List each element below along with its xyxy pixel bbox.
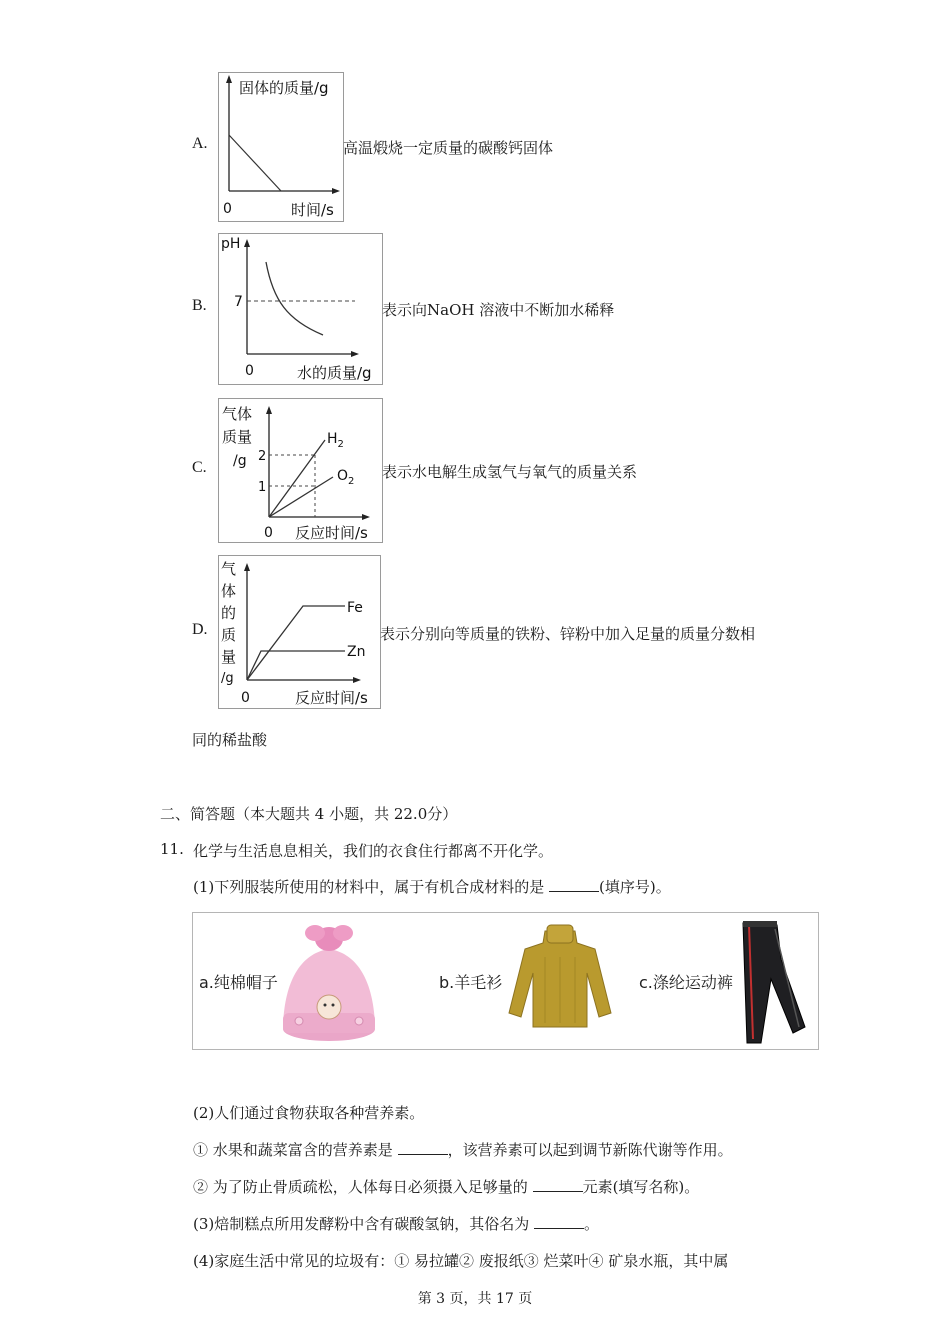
- zn-line: [247, 651, 345, 680]
- graph-y-label-char: 量: [221, 648, 237, 666]
- answer-blank[interactable]: [534, 1214, 584, 1229]
- graph-y-label-2: 质量: [222, 428, 253, 446]
- graph-tick-2: 2: [258, 449, 267, 464]
- option-c-text: 表示水电解生成氢气与氧气的质量关系: [382, 463, 638, 481]
- graph-y-label: 固体的质量/g: [239, 79, 329, 97]
- option-d-text: 表示分别向等质量的铁粉、锌粉中加入足量的质量分数相: [380, 625, 756, 643]
- option-a-text: 高温煅烧一定质量的碳酸钙固体: [343, 139, 554, 157]
- option-d-text-continued: 同的稀盐酸: [192, 731, 268, 749]
- subquestion-2-1-text: ① 水果和蔬菜富含的营养素是: [193, 1141, 393, 1159]
- option-d-graph: [218, 555, 381, 709]
- subquestion-3-suffix: 。: [584, 1215, 600, 1233]
- subquestion-2-2-text: ② 为了防止骨质疏松，人体每日必须摄入足够量的: [193, 1178, 528, 1196]
- graph-y-label-char: 气: [221, 560, 237, 578]
- graph-origin: 0: [223, 201, 232, 217]
- graph-tick-1: 1: [258, 480, 267, 495]
- ph-curve: [266, 262, 323, 335]
- subquestion-3-text: (3)焙制糕点所用发酵粉中含有碳酸氢钠，其俗名为: [193, 1215, 530, 1233]
- option-a-graph: [218, 72, 344, 222]
- option-b-letter: B.: [192, 297, 207, 314]
- mass-decrease-line: [229, 135, 281, 191]
- subquestion-2-2: [193, 1176, 699, 1197]
- subquestion-2-1-suffix: ，该营养素可以起到调节新陈代谢等作用。: [447, 1141, 733, 1159]
- subquestion-2-2-suffix: 元素(填写名称)。: [582, 1178, 700, 1196]
- graph-origin: 0: [264, 525, 273, 541]
- subquestion-3: [193, 1213, 599, 1234]
- h2-line: [269, 440, 325, 517]
- series-o2-label: $O_2$: [337, 468, 355, 487]
- section-title: 二、简答题（本大题共 4 小题，共 22.0分）: [160, 805, 458, 823]
- graph-x-label: 时间/s: [291, 201, 334, 219]
- graph-y-label-char: /g: [221, 671, 234, 686]
- graph-y-label-char: 的: [221, 604, 237, 622]
- subquestion-4: (4)家庭生活中常见的垃圾有：① 易拉罐② 废报纸③ 烂菜叶④ 矿泉水瓶，其中属: [193, 1252, 729, 1270]
- graph-y-label-char: 质: [221, 626, 237, 644]
- answer-blank[interactable]: [398, 1140, 448, 1155]
- option-d-letter: D.: [192, 621, 208, 638]
- clothing-label-c: c.涤纶运动裤: [639, 973, 733, 992]
- question-stem: 化学与生活息息相关，我们的衣食住行都离不开化学。: [193, 842, 554, 860]
- option-a-letter: A.: [192, 135, 208, 152]
- answer-blank[interactable]: [533, 1177, 583, 1192]
- graph-origin: 0: [245, 363, 254, 379]
- page-footer: 第 3 页，共 17 页: [417, 1291, 533, 1307]
- graph-y-label-3: /g: [233, 453, 247, 469]
- subquestion-2: (2)人们通过食物获取各种营养素。: [193, 1104, 425, 1122]
- graph-ref-value: 7: [234, 294, 243, 310]
- clothing-label-b: b.羊毛衫: [439, 973, 503, 992]
- graph-y-label-1: 气体: [222, 405, 253, 423]
- subquestion-1-suffix: (填序号)。: [599, 878, 671, 896]
- option-b-text: 表示向NaOH 溶液中不断加水稀释: [382, 301, 615, 319]
- option-b-graph: [218, 233, 383, 385]
- subquestion-1: [193, 876, 671, 897]
- pants-icon: [737, 919, 811, 1051]
- graph-x-label: 水的质量/g: [297, 364, 372, 382]
- graph-y-label-char: 体: [221, 582, 237, 600]
- clothing-label-a: a.纯棉帽子: [199, 973, 278, 992]
- graph-y-label: pH: [221, 236, 241, 252]
- question-number: 11.: [160, 840, 184, 858]
- option-c-letter: C.: [192, 459, 207, 476]
- clothing-figure: [192, 912, 819, 1050]
- subquestion-2-1: [193, 1139, 733, 1160]
- graph-x-label: 反应时间/s: [295, 524, 368, 542]
- graph-x-label: 反应时间/s: [295, 689, 368, 707]
- series-zn-label: Zn: [347, 644, 366, 660]
- sweater-icon: [505, 923, 615, 1037]
- series-fe-label: Fe: [347, 600, 363, 616]
- answer-blank[interactable]: [549, 877, 599, 892]
- subquestion-1-text: (1)下列服装所使用的材料中，属于有机合成材料的是: [193, 878, 545, 896]
- fe-line: [247, 606, 345, 680]
- option-c-graph: [218, 398, 383, 543]
- graph-origin: 0: [241, 690, 250, 706]
- hat-icon: [273, 917, 383, 1049]
- o2-line: [269, 477, 333, 517]
- series-h2-label: $H_2$: [327, 431, 344, 450]
